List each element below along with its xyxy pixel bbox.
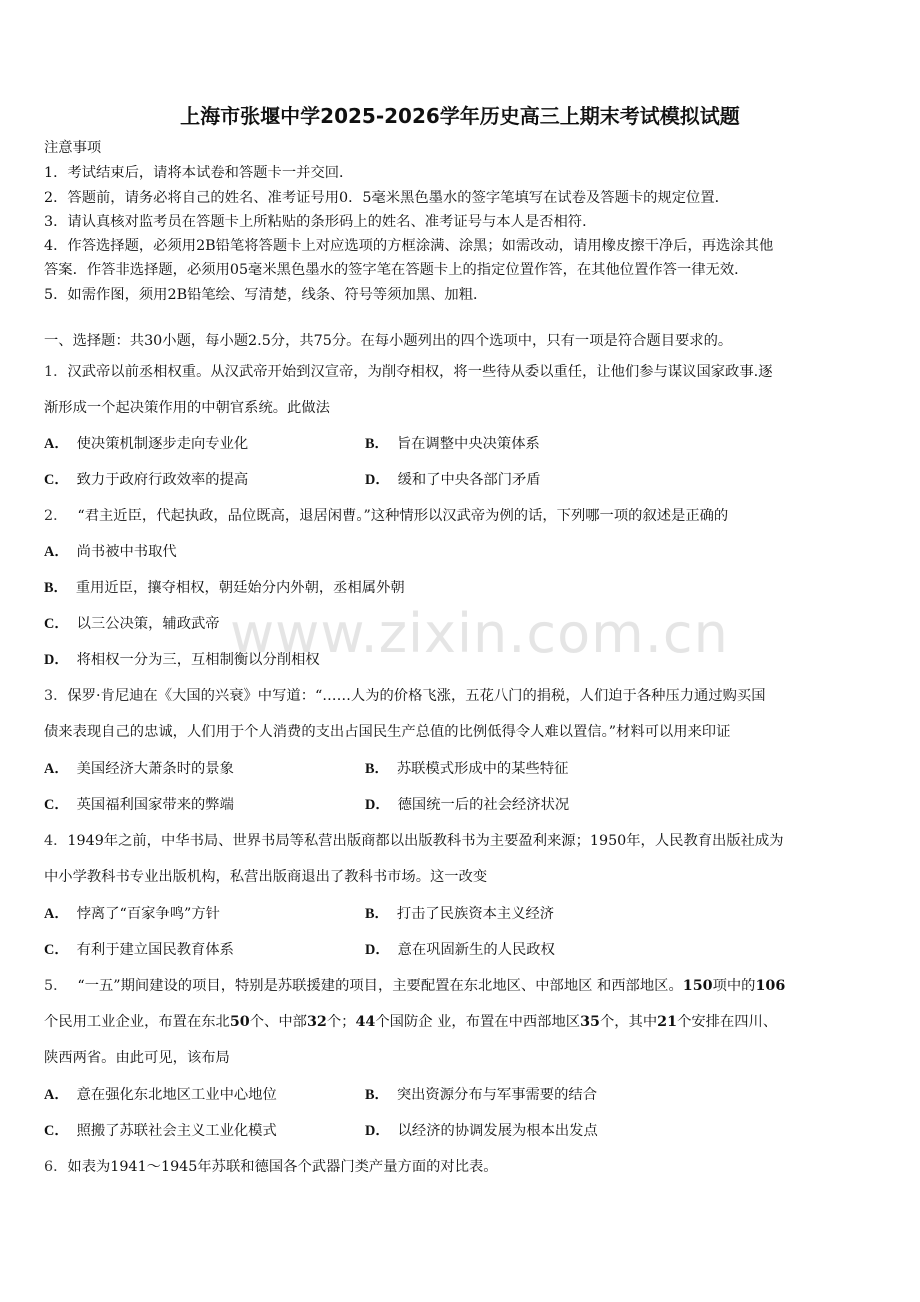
q5-option-d[interactable]: D． 以经济的协调发展为根本出发点 bbox=[365, 1123, 598, 1139]
question-number: 1． bbox=[44, 364, 68, 380]
q4-option-d[interactable]: D． 意在巩固新生的人民政权 bbox=[365, 942, 555, 958]
q2-option-b[interactable]: B． 重用近臣，攘夺相权，朝廷始分内外朝，丞相属外朝 bbox=[44, 580, 405, 596]
notice-item: 4．作答选择题，必须用2B铅笔将答题卡上对应选项的方框涂满、涂黑；如需改动，请用橡皮擦干净后，再选涂其他 bbox=[44, 238, 774, 254]
q4-option-c[interactable]: C． 有利于建立国民教育体系 bbox=[44, 942, 234, 958]
notice-heading: 注意事项 bbox=[44, 140, 102, 156]
question-1-stem bbox=[44, 363, 773, 381]
q5-option-b[interactable]: B． 突出资源分布与军事需要的结合 bbox=[365, 1087, 597, 1103]
question-number: 6． bbox=[44, 1159, 68, 1175]
question-5-stem-cont: 陕西两省。由此可见，该布局 bbox=[44, 1050, 230, 1066]
question-5-stem-cont: 个民用工业企业，布置在东北50个、中部32个；44个国防企 业，布置在中西部地区35个，其中21个安排在四川、 bbox=[44, 1014, 778, 1030]
question-4-stem-cont: 中小学教科书专业出版机构，私营出版商退出了教科书市场。这一改变 bbox=[44, 869, 488, 885]
notice-item: 5．如需作图，须用2B铅笔绘、写清楚，线条、符号等须加黑、加粗． bbox=[44, 287, 488, 303]
question-3-stem-cont: 债来表现自己的忠诚，人们用于个人消费的支出占国民生产总值的比例低得令人难以置信。”材料可以用来印证 bbox=[44, 724, 731, 740]
question-number: 4． bbox=[44, 833, 68, 849]
q3-option-d[interactable]: D． 德国统一后的社会经济状况 bbox=[365, 797, 570, 813]
q3-option-c[interactable]: C． 英国福利国家带来的弊端 bbox=[44, 797, 234, 813]
notice-item: 2．答题前，请务必将自己的姓名、准考证号用0．5毫米黑色墨水的签字笔填写在试卷及答题卡的规定位置． bbox=[44, 190, 729, 206]
q2-option-a[interactable]: A． 尚书被中书取代 bbox=[44, 544, 177, 560]
q4-option-a[interactable]: A． 悖离了“百家争鸣”方针 bbox=[44, 906, 220, 922]
question-2-stem bbox=[44, 507, 728, 525]
page-title: 上海市张堰中学2025-2026学年历史高三上期末考试模拟试题 bbox=[180, 104, 740, 128]
q3-option-a[interactable]: A． 美国经济大萧条时的景象 bbox=[44, 761, 234, 777]
watermark: www.zixin.com.cn bbox=[230, 602, 729, 665]
q3-option-b[interactable]: B． 苏联模式形成中的某些特征 bbox=[365, 761, 569, 777]
q2-option-d[interactable]: D． 将相权一分为三，互相制衡以分削相权 bbox=[44, 652, 320, 668]
question-text: 如表为1941～1945年苏联和德国各个武器门类产量方面的对比表。 bbox=[67, 1159, 498, 1175]
question-number: 2． bbox=[44, 508, 68, 524]
question-text: “君主近臣，代起执政，品位既高，退居闲曹。”这种情形以汉武帝为例的话，下列哪一项的叙述是正确的 bbox=[77, 508, 729, 524]
question-text: 保罗·肯尼迪在《大国的兴衰》中写道：“……人为的价格飞涨，五花八门的捐税，人们迫于各种压力通过购买国 bbox=[67, 688, 766, 704]
question-1-stem-cont: 渐形成一个起决策作用的中朝官系统。此做法 bbox=[44, 400, 330, 416]
question-number: 5． bbox=[44, 978, 68, 994]
question-number: 3． bbox=[44, 688, 68, 704]
q5-option-c[interactable]: C． 照搬了苏联社会主义工业化模式 bbox=[44, 1123, 277, 1139]
notice-item: 3．请认真核对监考员在答题卡上所粘贴的条形码上的姓名、准考证号与本人是否相符． bbox=[44, 214, 597, 230]
notice-item: 1．考试结束后，请将本试卷和答题卡一并交回． bbox=[44, 165, 354, 181]
question-6-stem bbox=[44, 1158, 498, 1176]
q1-option-a[interactable]: A． 使决策机制逐步走向专业化 bbox=[44, 436, 249, 452]
q1-option-b[interactable]: B． 旨在调整中央决策体系 bbox=[365, 436, 540, 452]
question-text: 汉武帝以前丞相权重。从汉武帝开始到汉宣帝，为削夺相权，将一些待从委以重任，让他们参与谋议国家政事.逐 bbox=[67, 364, 773, 380]
q1-option-c[interactable]: C． 致力于政府行政效率的提高 bbox=[44, 472, 249, 488]
q4-option-b[interactable]: B． 打击了民族资本主义经济 bbox=[365, 906, 555, 922]
q5-option-a[interactable]: A． 意在强化东北地区工业中心地位 bbox=[44, 1087, 277, 1103]
question-5-stem: 5． “一五”期间建设的项目，特别是苏联援建的项目，主要配置在东北地区、中部地区 和西部地区。150项中的106 bbox=[44, 978, 786, 994]
q1-option-d[interactable]: D． 缓和了中央各部门矛盾 bbox=[365, 472, 541, 488]
question-3-stem bbox=[44, 687, 766, 705]
q2-option-c[interactable]: C． 以三公决策，辅政武帝 bbox=[44, 616, 220, 632]
notice-item: 答案．作答非选择题，必须用05毫米黑色墨水的签字笔在答题卡上的指定位置作答，在其他位置作答一律无效． bbox=[44, 262, 749, 278]
question-4-stem bbox=[44, 832, 784, 850]
question-text: 1949年之前，中华书局、世界书局等私营出版商都以出版教科书为主要盈利来源；1950年，人民教育出版社成为 bbox=[67, 833, 784, 849]
section-heading: 一、选择题：共30小题，每小题2.5分，共75分。在每小题列出的四个选项中，只有一项是符合题目要求的。 bbox=[44, 333, 733, 349]
